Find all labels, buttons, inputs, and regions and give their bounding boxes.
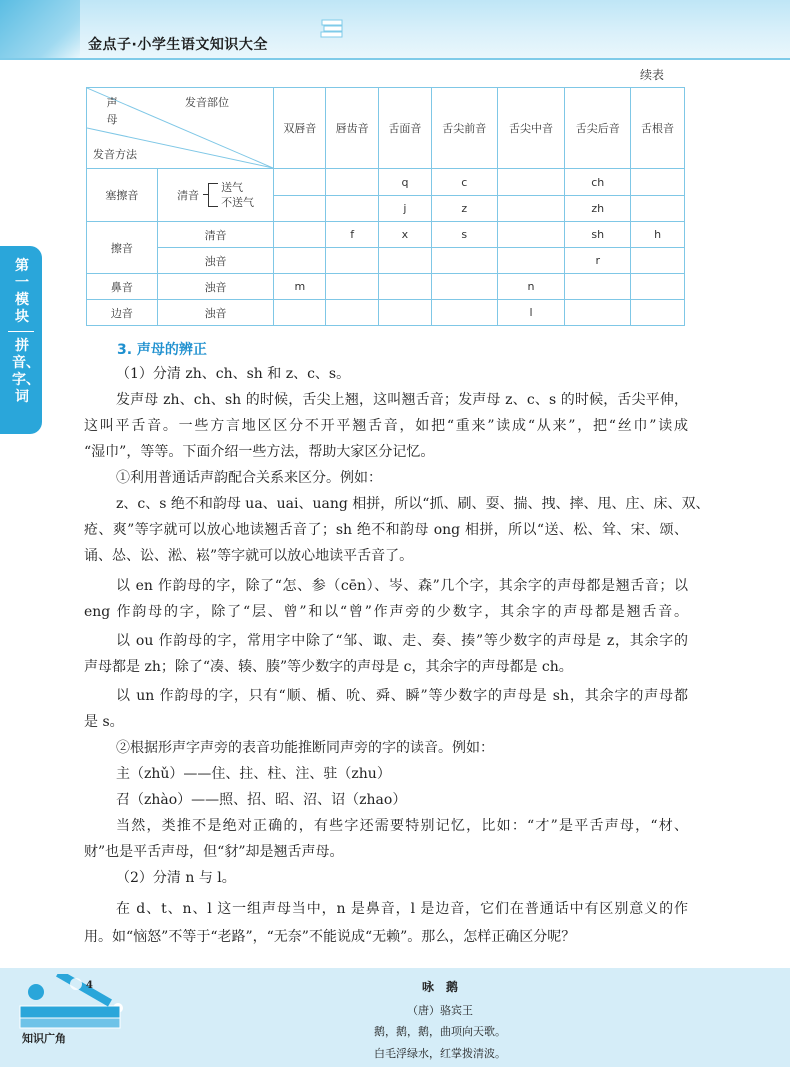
nasal-type: 浊音 — [157, 274, 274, 300]
col-header: 舌根音 — [631, 88, 685, 169]
table-cell — [274, 222, 326, 248]
table-cell — [379, 300, 432, 326]
col-header: 舌面音 — [379, 88, 432, 169]
initials-table — [86, 87, 685, 326]
table-cell: q — [379, 169, 432, 196]
header-method: 发音方法 — [93, 148, 137, 161]
section-heading: 3. 声母的辨正 — [117, 342, 207, 358]
table-cell — [631, 196, 685, 222]
method-lateral: 边音 — [87, 300, 158, 326]
body-line: 以 un 作韵母的字，只有“顺、楯、吮、舜、瞬”等少数字的声母是 sh，其余字的声母都 — [116, 688, 688, 704]
body-line: 疮、爽”等字就可以放心地读翘舌音了；sh 绝不和韵母 ong 相拼，所以“送、松、耸、宋、颂、 — [84, 522, 688, 538]
table-cell: m — [274, 274, 326, 300]
body-line: 以 ou 作韵母的字，常用字中除了“邹、诹、走、奏、揍”等少数字的声母是 z，其余字的 — [116, 633, 688, 649]
module-label: 第一模块 — [15, 258, 29, 325]
method-affricate: 塞擦音 — [87, 169, 158, 222]
table-cell — [631, 300, 685, 326]
affricate-qingyin: 清音 送气 不送气 — [157, 169, 274, 222]
col-header: 舌尖后音 — [565, 88, 631, 169]
table-cell — [326, 196, 379, 222]
header-place: 发音部位 — [185, 96, 229, 109]
body-line: 在 d、t、n、l 这一组声母当中，n 是鼻音，l 是边音，它们在普通话中有区别意义的作 — [116, 901, 688, 917]
col-header: 双唇音 — [274, 88, 326, 169]
table-cell: ch — [565, 169, 631, 196]
continued-label: 续表 — [640, 68, 665, 82]
table-cell — [326, 274, 379, 300]
table-cell: l — [497, 300, 565, 326]
poem-line: 白毛浮绿水，红掌拨清波。 — [374, 1047, 506, 1060]
header-initial: 声 母 — [106, 96, 118, 126]
table-cell — [497, 169, 565, 196]
method-nasal: 鼻音 — [87, 274, 158, 300]
footer-label: 知识广角 — [22, 1032, 66, 1045]
body-line: ①利用普通话声韵配合关系来区分。例如： — [116, 470, 382, 486]
col-header: 舌尖前音 — [431, 88, 497, 169]
col-header: 舌尖中音 — [497, 88, 565, 169]
table-cell — [565, 274, 631, 300]
table-cell: zh — [565, 196, 631, 222]
table-cell: r — [565, 248, 631, 274]
body-line: 当然，类推不是绝对正确的，有些字还需要特别记忆，比如：“才”是平舌声母，“材、 — [116, 818, 688, 834]
body-line: 主（zhǔ）——住、拄、柱、注、驻（zhu） — [116, 766, 391, 782]
poem-author: （唐）骆宾王 — [407, 1004, 473, 1017]
table-cell — [431, 300, 497, 326]
table-cell — [274, 196, 326, 222]
body-line: 诵、怂、讼、淞、崧”等字就可以放心地读平舌音了。 — [84, 548, 414, 564]
body-line: 是 s。 — [84, 714, 124, 730]
table-cell — [431, 274, 497, 300]
body-line: ②根据形声字声旁的表音功能推断同声旁的字的读音。例如： — [116, 740, 494, 756]
body-line: 用。如“恼怒”不等于“老路”，“无奈”不能说成“无赖”。那么，怎样正确区分呢？ — [84, 929, 576, 945]
unaspirated-label: 不送气 — [221, 196, 255, 209]
table-cell: h — [631, 222, 685, 248]
body-line: 发声母 zh、ch、sh 的时候，舌尖上翘，这叫翘舌音；发声母 z、c、s 的时候，舌尖平伸， — [116, 392, 688, 408]
col-header: 唇齿音 — [326, 88, 379, 169]
table-cell — [274, 169, 326, 196]
table-cell: f — [326, 222, 379, 248]
method-fricative: 擦音 — [87, 222, 158, 274]
table-cell — [497, 222, 565, 248]
body-line: “湿巾”，等等。下面介绍一些方法，帮助大家区分记忆。 — [84, 444, 435, 460]
table-cell — [326, 248, 379, 274]
table-cell — [497, 196, 565, 222]
table-cell: z — [431, 196, 497, 222]
table-cell — [431, 248, 497, 274]
table-cell — [326, 169, 379, 196]
table-cell: j — [379, 196, 432, 222]
table-cell — [497, 248, 565, 274]
body-line: 召（zhào）——照、招、昭、沼、诏（zhao） — [116, 792, 407, 808]
table-cell: sh — [565, 222, 631, 248]
book-title: 金点子·小学生语文知识大全 — [88, 37, 268, 53]
table-cell — [565, 300, 631, 326]
body-line: z、c、s 绝不和韵母 ua、uai、uang 相拼，所以“抓、刷、耍、揣、拽、摔、甩、庄、床、双、 — [116, 496, 710, 512]
aspirated-label: 送气 — [221, 181, 244, 194]
table-cell: c — [431, 169, 497, 196]
poem-line: 鹅，鹅，鹅，曲项向天歌。 — [374, 1025, 506, 1038]
book-stack-icon — [320, 14, 344, 46]
fricative-qingyin: 清音 — [157, 222, 274, 248]
footer-decoration-icon — [14, 974, 132, 1034]
table-cell — [274, 300, 326, 326]
body-line: 以 en 作韵母的字，除了“怎、参（cēn）、岑、森”几个字，其余字的声母都是翘舌音；以 — [116, 578, 688, 594]
table-cell: x — [379, 222, 432, 248]
side-tab-divider — [8, 331, 34, 332]
body-line: 这叫平舌音。一些方言地区区分不开平翘舌音，如把“重来”读成“从来”，把“丝巾”读成 — [84, 418, 688, 434]
header-decoration — [0, 0, 80, 58]
table-cell — [326, 300, 379, 326]
body-line: （2）分清 n 与 l。 — [116, 870, 236, 886]
table-cell — [274, 248, 326, 274]
table-cell — [631, 248, 685, 274]
table-cell — [631, 274, 685, 300]
page-number: 4 — [86, 980, 93, 991]
body-line: 财”也是平舌声母，但“豺”却是翘舌声母。 — [84, 844, 344, 860]
lateral-type: 浊音 — [157, 300, 274, 326]
table-cell: n — [497, 274, 565, 300]
table-corner-cell — [87, 88, 274, 169]
topic-label: 拼音、字、词 — [12, 338, 40, 405]
table-cell — [631, 169, 685, 196]
table-cell: s — [431, 222, 497, 248]
table-cell — [379, 274, 432, 300]
table-cell — [379, 248, 432, 274]
body-line: eng 作韵母的字，除了“层、曾”和以“曾”作声旁的少数字，其余字的声母都是翘舌音。 — [84, 604, 688, 620]
poem-title: 咏 鹅 — [421, 980, 458, 994]
body-line: （1）分清 zh、ch、sh 和 z、c、s。 — [116, 366, 351, 382]
fricative-zhuoyin: 浊音 — [157, 248, 274, 274]
body-line: 声母都是 zh；除了“凑、辏、腠”等少数字的声母是 c，其余字的声母都是 ch。 — [84, 659, 573, 675]
